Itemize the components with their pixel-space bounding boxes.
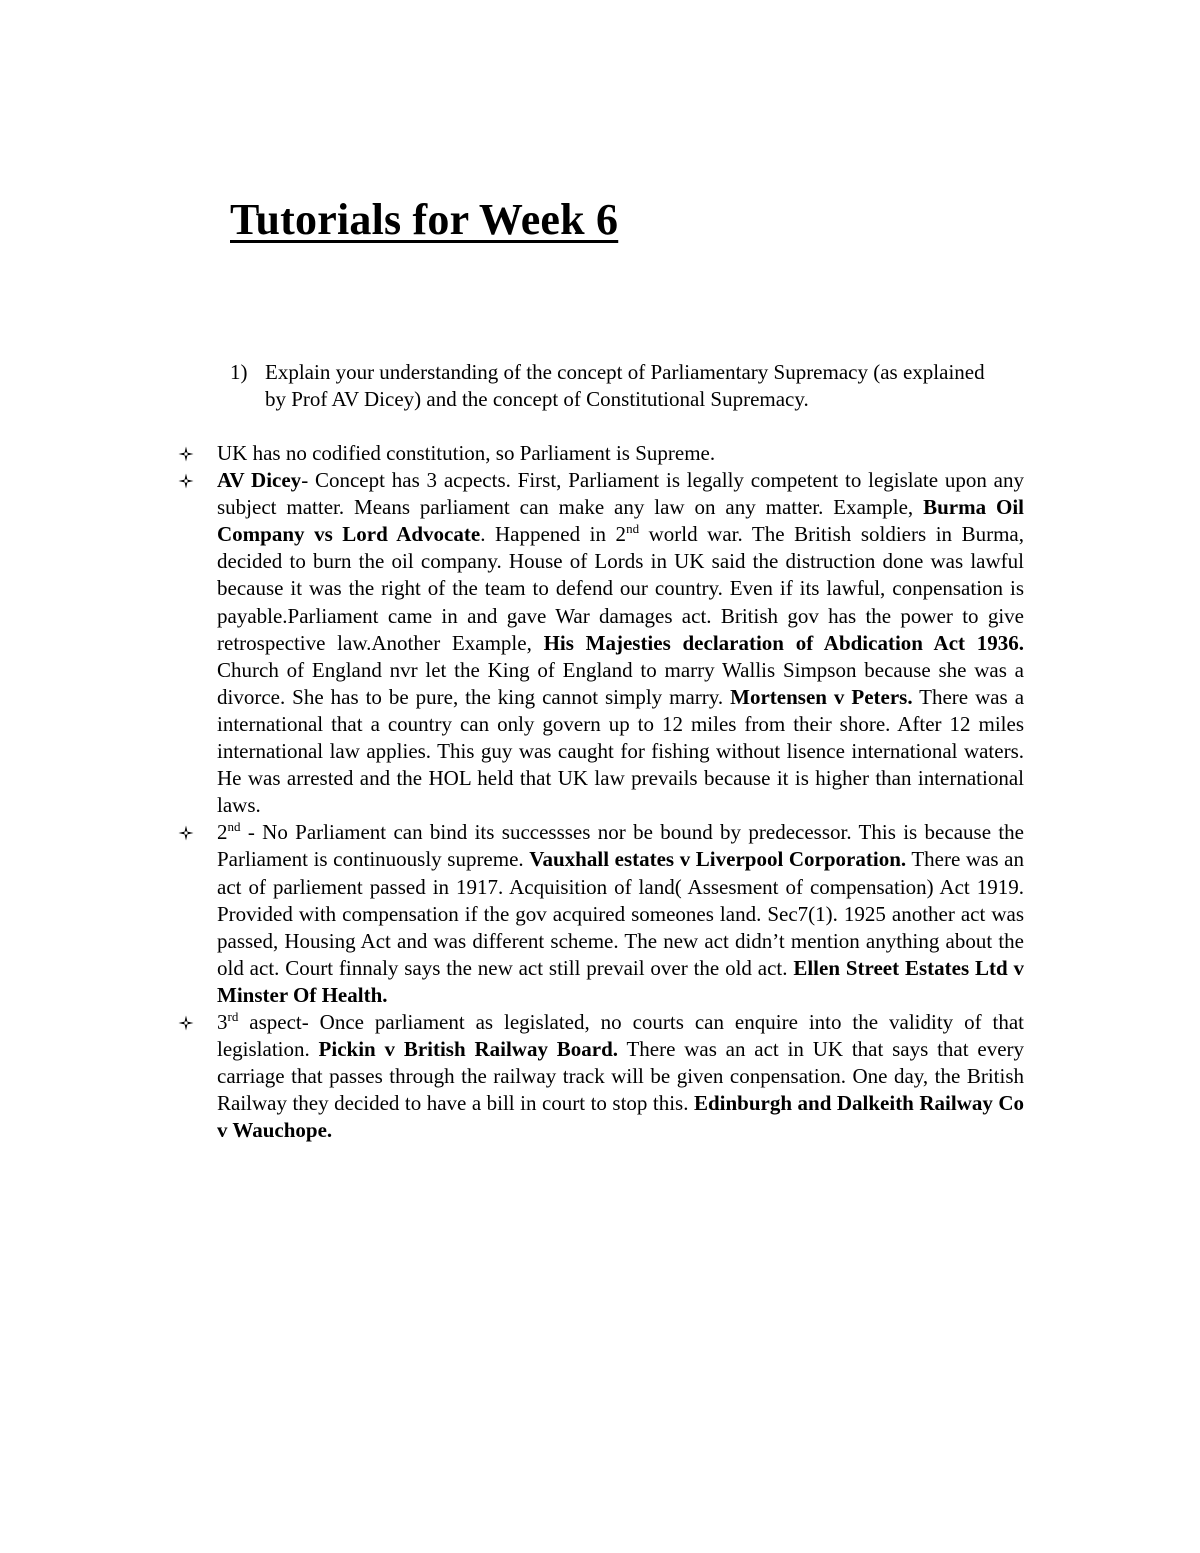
notes-bullet-list (178, 440, 1024, 1144)
case-citation: Ellen Street Estates Ltd v Minster Of Health. (217, 955, 1024, 1007)
note-text: 3 (217, 1009, 228, 1034)
ordinal-suffix: nd (227, 819, 241, 835)
four-point-star-icon (178, 1015, 194, 1031)
ordinal-suffix: nd (626, 521, 640, 537)
note-text: UK has no codified constitution, so Parliament is Supreme. (217, 441, 716, 465)
case-citation: Vauxhall estates v Liverpool Corporation. (529, 847, 907, 872)
note-text: 2 (217, 820, 228, 845)
four-point-star-icon (178, 825, 194, 841)
four-point-star-icon (178, 446, 194, 462)
note-text: - Concept has 3 acpects. First, Parliament is legally competent to legislate upon any subject matter. Means parliament can make any law on any matter. Example, (217, 468, 1024, 520)
case-citation: Burma Oil Company vs Lord Advocate (217, 495, 1024, 547)
four-point-star-icon (178, 473, 194, 489)
bullet-item (178, 440, 1024, 467)
note-text: There was an act in UK that says that every carriage that passes through the railway track will be given conpensation. One day, the British Railway they decided to have a bill in court to stop this. (217, 1037, 1025, 1116)
note-text: Church of England nvr let the King of England to marry Wallis Simpson because she was a divorce. She has to be pure, the king cannot simply marry. (217, 657, 1024, 709)
bullet-item (178, 1009, 1024, 1144)
case-citation: Edinburgh and Dalkeith Railway Co v Wauchope. (217, 1091, 1024, 1143)
note-text: - No Parliament can bind its successses nor be bound by predecessor. This is because the Parliament is continuously supreme. (217, 820, 1024, 872)
case-citation: AV Dicey (217, 468, 302, 493)
page-title: Tutorials for Week 6 (230, 195, 619, 244)
note-text: There was an act of parliement passed in 1917. Acquisition of land( Assesment of compensation) Act 1919. Provided with compensation if the gov acquired someones land. Sec7(1). 1925 another act was passed, Housing Act and was different scheme. The new act didn’t mention anything about the old act. Court finnaly says the new act still prevail over the old act. (217, 847, 1024, 980)
bullet-item (178, 819, 1024, 1009)
ordinal-suffix: rd (227, 1008, 239, 1024)
question-number: 1) (230, 360, 248, 384)
question-item (230, 359, 990, 413)
question-text: Explain your understanding of the concept of Parliamentary Supremacy (as explained by Prof AV Dicey) and the concept of Constitutional Supremacy. (265, 360, 985, 411)
case-citation: Pickin v British Railway Board. (318, 1037, 619, 1062)
note-text: world war. The British soldiers in Burma, decided to burn the oil company. House of Lords in UK said the distruction done was lawful because it was the right of the team to defend our country. Even if its lawful, conpensation is payable.Parliament came in and gave War damages act. British gov has the power to give retrospective law.Another Example, (217, 522, 1025, 655)
case-citation: His Majesties declaration of Abdication Act 1936. (543, 630, 1025, 655)
note-text: aspect- Once parliament as legislated, no courts can enquire into the validity of that legislation. (217, 1009, 1024, 1062)
note-text: There was a international that a country can only govern up to 12 miles from their shore. After 12 miles international law applies. This guy was caught for fishing without lisence international waters. He was arrested and the HOL held that UK law prevails because it is higher than international laws. (217, 684, 1025, 818)
bullet-item (178, 467, 1024, 819)
case-citation: Mortensen v Peters. (730, 684, 913, 709)
note-text: . Happened in 2 (480, 522, 627, 547)
